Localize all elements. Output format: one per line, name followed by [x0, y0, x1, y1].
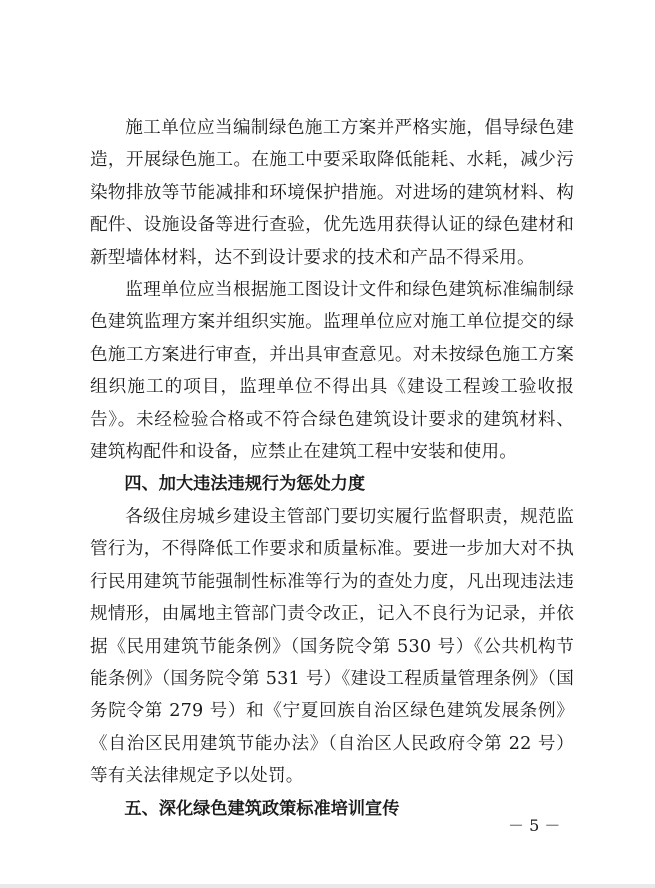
paragraph-construction-unit: 施工单位应当编制绿色施工方案并严格实施，倡导绿色建造，开展绿色施工。在施工中要采取降低能耗、水耗，减少污染物排放等节能减排和环境保护措施。对进场的建筑材料、构配件、设施设备等进行查验，优先选用获得认证的绿色建材和新型墙体材料，达不到设计要求的技术和产品不得采用。 [90, 118, 574, 268]
page-bottom-edge [0, 884, 655, 888]
document-body [90, 112, 574, 825]
paragraph-penalties: 各级住房城乡建设主管部门要切实履行监督职责，规范监管行为，不得降低工作要求和质量标准。要进一步加大对不执行民用建筑节能强制性标准等行为的查处力度，凡出现违法违规情形，由属地主管部门责令改正，记入不良行为记录，并依据《民用建筑节能条例》（国务院令第 530 号）《公共机构节能条例》（国务院令第 531 号）《建设工程质量管理条例》（国务院令第 279 号）和《宁夏回族自治区绿色建筑发展条例》《自治区民用建筑节能办法》（自治区人民政府令第 22 号）等有关法律规定予以处罚。 [90, 506, 574, 787]
paragraph-supervision-unit: 监理单位应当根据施工图设计文件和绿色建筑标准编制绿色建筑监理方案并组织实施。监理单位应对施工单位提交的绿色施工方案进行审查，并出具审查意见。对未按绿色施工方案组织施工的项目，监理单位不得出具《建设工程竣工验收报告》。未经检验合格或不符合绿色建筑设计要求的建筑材料、建筑构配件和设备，应禁止在建筑工程中安装和使用。 [90, 280, 574, 463]
section-heading-5: 五、深化绿色建筑政策标准培训宣传 [124, 798, 400, 819]
page-number: － 5 － [508, 816, 561, 835]
section-heading-4: 四、加大违法违规行为惩处力度 [124, 474, 366, 495]
